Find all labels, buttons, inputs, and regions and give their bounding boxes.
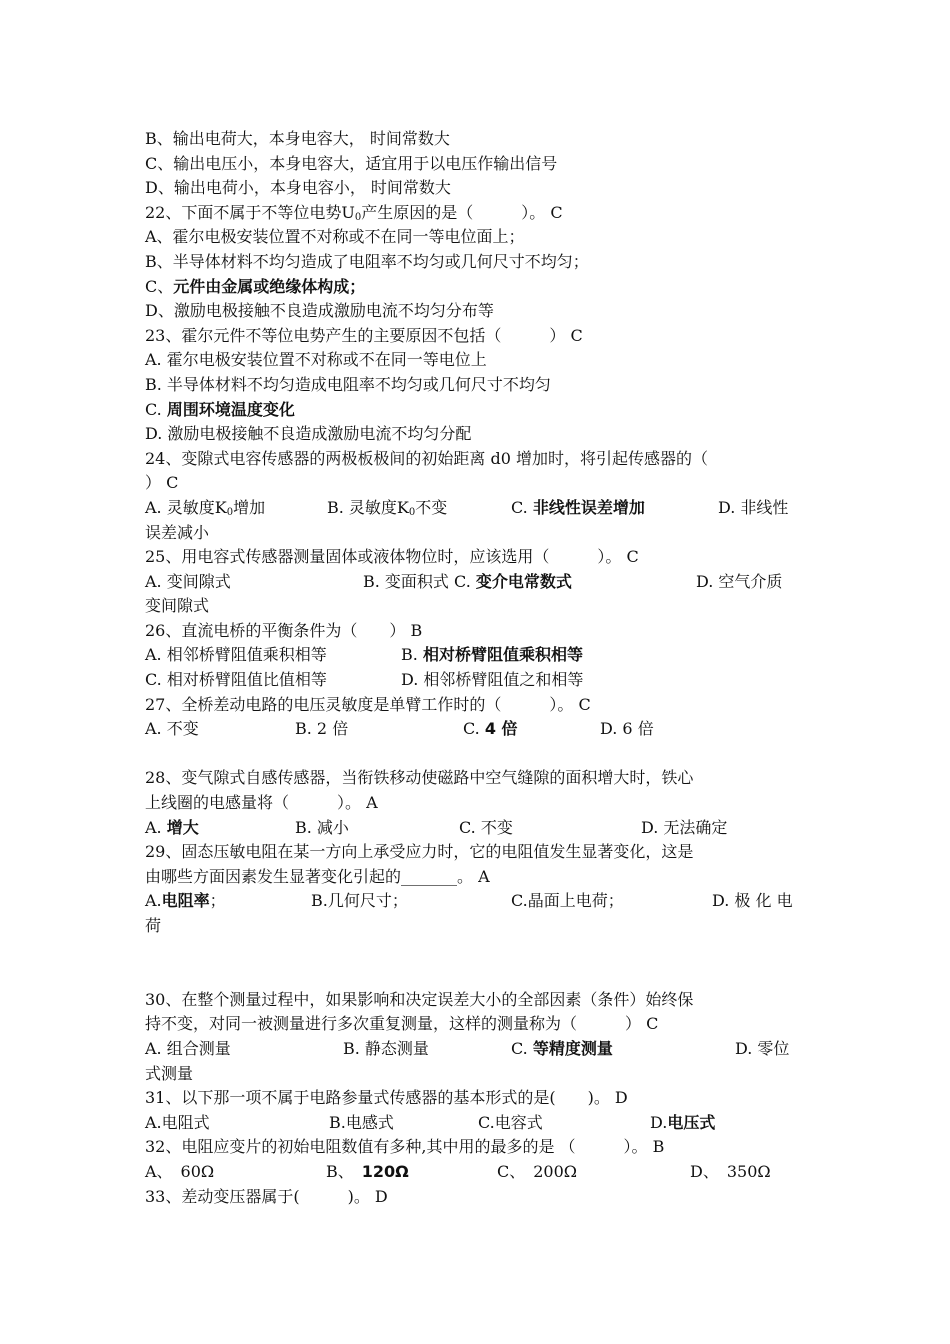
option-row: [145, 570, 810, 595]
option-line: B、输出电荷大，本身电容大， 时间常数大: [145, 129, 450, 148]
question-28: 28、变气隙式自感传感器，当衔铁移动使磁路中空气缝隙的面积增大时，铁心: [145, 768, 694, 788]
option-a: A.电阻式: [145, 1112, 210, 1132]
option-line: 误差减小: [145, 522, 210, 542]
option-d: D. 6 倍: [600, 719, 654, 739]
option-row: [145, 496, 810, 521]
answer-highlight: 非线性误差增加: [532, 497, 645, 517]
option-line: [145, 275, 810, 300]
option-c: C. 4 倍: [463, 719, 518, 739]
option-line: D. 激励电极接触不良造成激励电流不均匀分配: [145, 424, 472, 444]
subscript: 0: [354, 211, 362, 223]
option-row: [145, 1160, 810, 1185]
question-28-cont: 上线圈的电感量将（ ）。 A: [145, 793, 378, 813]
question-26: 26、直流电桥的平衡条件为（ ） B: [145, 620, 423, 640]
option-a: A. 组合测量: [145, 1038, 231, 1058]
option-b: B. 变面积式 C. 变介电常数式: [363, 571, 572, 591]
answer-highlight: 变介电常数式: [475, 571, 572, 591]
question-27: 27、全桥差动电路的电压灵敏度是单臂工作时的（ ）。 C: [145, 694, 591, 714]
question-text: 产生原因的是（ ）。 C: [361, 202, 563, 222]
option-d: D. 零位: [735, 1038, 790, 1058]
option-line: C、输出电压小，本身电容大，适宜用于以电压作输出信号: [145, 153, 558, 173]
blank-line: [145, 742, 810, 767]
option-b: B.电感式: [329, 1112, 394, 1132]
question-23: 23、霍尔元件不等位电势产生的主要原因不包括（ ） C: [145, 325, 583, 345]
option-d: D. 相邻桥臂阻值之和相等: [401, 670, 584, 690]
option-row: [145, 643, 810, 668]
question-29-cont: 由哪些方面因素发生显著变化引起的_______。 A: [145, 866, 490, 886]
answer-highlight: 相对桥臂阻值乘积相等: [422, 645, 583, 665]
option-label: C、: [145, 276, 174, 296]
option-c: C. 非线性误差增加: [511, 497, 645, 517]
option-c: C. 不变: [459, 817, 513, 837]
option-line: [145, 398, 810, 423]
option-line: D、激励电极接触不良造成激励电流不均匀分布等: [145, 301, 494, 321]
option-line: B、半导体材料不均匀造成了电阻率不均匀或几何尺寸不均匀；: [145, 251, 589, 271]
question-24: 24、变隙式电容传感器的两极板极间的初始距离 d0 增加时，将引起传感器的（: [145, 448, 708, 468]
option-b: B、 120Ω: [326, 1161, 409, 1181]
blank-line: [145, 963, 810, 988]
answer-highlight: 电阻率: [161, 891, 210, 911]
option-row: [145, 717, 810, 742]
exam-page: [145, 127, 810, 1209]
question-24-cont: ） C: [145, 473, 179, 493]
option-b: B. 灵敏度$K_0$不变: [327, 497, 448, 518]
option-b: B. 静态测量: [343, 1038, 429, 1058]
question-22: [145, 201, 810, 226]
option-a: A. 不变: [145, 719, 199, 739]
option-a: A. 变间隙式: [145, 571, 231, 591]
question-29: 29、固态压敏电阻在某一方向上承受应力时，它的电阻值发生显著变化，这是: [145, 842, 694, 862]
answer-highlight: 增大: [166, 817, 199, 837]
option-c: C.晶面上电荷；: [511, 891, 624, 911]
blank-line: [145, 939, 810, 964]
option-row: [145, 1037, 810, 1062]
option-d: D.电压式: [650, 1112, 716, 1132]
option-d: D. 非线性: [718, 497, 789, 517]
option-row: [145, 816, 810, 841]
option-a: A. 灵敏度$K_0$增加: [145, 497, 266, 518]
question-25: 25、用电容式传感器测量固体或液体物位时，应该选用（ ）。 C: [145, 547, 639, 567]
answer-highlight: 周围环境温度变化: [166, 399, 295, 419]
option-a: A、 60Ω: [145, 1161, 215, 1181]
answer-highlight: 电压式: [667, 1112, 716, 1132]
option-row: [145, 1111, 810, 1136]
option-c: C、 200Ω: [497, 1161, 578, 1181]
option-a: A. 相邻桥臂阻值乘积相等: [145, 645, 327, 665]
option-c: C.电容式: [478, 1112, 543, 1132]
option-line: 荷: [145, 916, 162, 935]
question-33: 33、差动变压器属于( )。 D: [145, 1186, 388, 1206]
option-line: A. 霍尔电极安装位置不对称或不在同一等电位上: [145, 350, 487, 370]
answer-highlight: 等精度测量: [532, 1038, 613, 1058]
answer-highlight: 120Ω: [361, 1161, 409, 1181]
option-d: D. 极 化 电: [712, 891, 793, 911]
option-c: C. 等精度测量: [511, 1038, 613, 1058]
option-b: B. 减小: [295, 817, 349, 837]
option-a: A. 增大: [145, 817, 199, 837]
answer-highlight: 元件由金属或绝缘体构成；: [173, 276, 366, 296]
option-line: A、霍尔电极安装位置不对称或不在同一等电位面上；: [145, 227, 525, 247]
option-d: D、 350Ω: [690, 1161, 771, 1181]
question-text: 22、下面不属于不等位电势U: [145, 202, 355, 222]
option-row: [145, 889, 810, 914]
question-30-cont: 持不变，对同一被测量进行多次重复测量，这样的测量称为（ ） C: [145, 1014, 659, 1034]
question-31: 31、以下那一项不属于电路参量式传感器的基本形式的是( )。 D: [145, 1088, 628, 1108]
option-b: B.几何尺寸；: [311, 891, 408, 911]
option-line: B. 半导体材料不均匀造成电阻率不均匀或几何尺寸不均匀: [145, 374, 551, 394]
option-label: C.: [145, 399, 167, 419]
answer-highlight: 4 倍: [484, 719, 518, 739]
option-line: D、输出电荷小，本身电容小， 时间常数大: [145, 178, 451, 198]
option-line: 式测量: [145, 1063, 194, 1083]
option-b: B. 2 倍: [295, 719, 349, 739]
question-32: 32、电阻应变片的初始电阻数值有多种,其中用的最多的是 （ ）。 B: [145, 1137, 665, 1157]
question-30: 30、在整个测量过程中，如果影响和决定误差大小的全部因素（条件）始终保: [145, 989, 694, 1009]
option-d: D. 空气介质: [696, 571, 783, 591]
option-c: C. 相对桥臂阻值比值相等: [145, 670, 327, 690]
option-a: A.电阻率；: [145, 891, 226, 911]
option-line: 变间隙式: [145, 596, 210, 616]
option-d: D. 无法确定: [641, 817, 728, 837]
option-row: [145, 668, 810, 693]
option-b: B. 相对桥臂阻值乘积相等: [401, 645, 583, 665]
